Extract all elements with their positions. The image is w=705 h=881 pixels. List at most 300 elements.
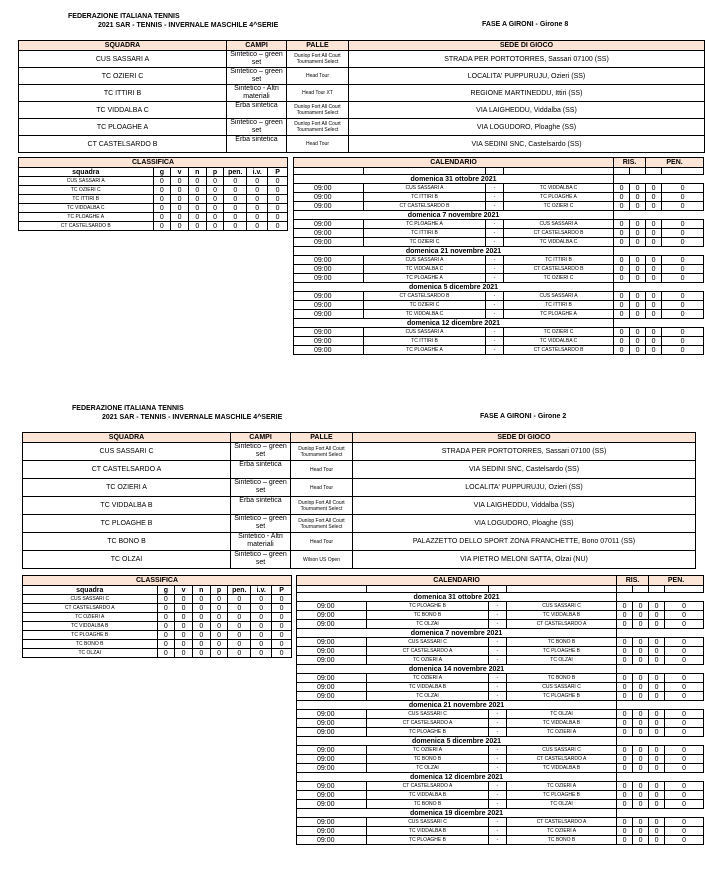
team-balls: Head Tour — [287, 68, 349, 85]
match-score: 0 — [646, 238, 662, 247]
match-row — [297, 692, 704, 701]
match-home-team: CUS SASSARI C — [367, 638, 489, 647]
match-time: 09:00 — [294, 328, 364, 337]
standings-value: 0 — [206, 204, 224, 213]
standings-value: 0 — [157, 613, 175, 622]
match-separator: - — [489, 755, 507, 764]
results-title: RIS. — [614, 158, 646, 168]
standings-value: 0 — [268, 204, 288, 213]
standings-value: 0 — [171, 177, 189, 186]
match-score: 0 — [630, 265, 646, 274]
match-score: 0 — [630, 310, 646, 319]
standings-value: 0 — [153, 213, 171, 222]
match-time: 09:00 — [294, 292, 364, 301]
match-score: 0 — [630, 301, 646, 310]
match-score: 0 — [630, 256, 646, 265]
match-score: 0 — [617, 827, 633, 836]
match-score: 0 — [633, 656, 649, 665]
match-score: 0 — [665, 683, 704, 692]
match-away-team: TC BONO B — [507, 836, 617, 845]
competition-title: 2021 SAR - TENNIS - INVERNALE MASCHILE 4^SERIE — [98, 22, 279, 29]
match-row — [294, 274, 704, 283]
match-score: 0 — [665, 728, 704, 737]
match-away-team: CUS SASSARI A — [504, 292, 614, 301]
match-away-team: TC VIDDALBA B — [507, 611, 617, 620]
standings-row — [23, 622, 292, 631]
match-row — [297, 656, 704, 665]
round-date: domenica 31 ottobre 2021 — [297, 593, 617, 602]
match-score: 0 — [614, 274, 630, 283]
standings-value: 0 — [272, 622, 292, 631]
standings-value: 0 — [157, 622, 175, 631]
match-time: 09:00 — [294, 301, 364, 310]
calendar-title-row — [297, 576, 704, 586]
team-court: Sintetico – green set — [231, 515, 291, 533]
federation-name: FEDERAZIONE ITALIANA TENNIS — [68, 13, 180, 20]
match-score: 0 — [614, 310, 630, 319]
standings-team: CT CASTELSARDO B — [19, 222, 154, 231]
teams-col-header: PALLE — [287, 41, 349, 51]
round-date-row — [294, 247, 704, 256]
standings-row — [23, 640, 292, 649]
round-date-row — [294, 319, 704, 328]
match-score: 0 — [633, 674, 649, 683]
standings-value: 0 — [192, 649, 210, 658]
standings-row — [19, 213, 288, 222]
match-row — [294, 256, 704, 265]
match-separator: - — [489, 791, 507, 800]
match-score: 0 — [630, 202, 646, 211]
match-time: 09:00 — [294, 265, 364, 274]
standings-team: CUS SASSARI A — [19, 177, 154, 186]
standings-col-header: p — [206, 168, 224, 177]
round-date-blank — [614, 319, 704, 328]
standings-header-row — [23, 586, 292, 595]
match-separator: - — [486, 310, 504, 319]
standings-table — [18, 157, 288, 231]
match-score: 0 — [630, 184, 646, 193]
match-home-team: CUS SASSARI C — [367, 818, 489, 827]
match-separator: - — [486, 229, 504, 238]
match-home-team: TC VIDDALBA B — [367, 791, 489, 800]
match-score: 0 — [630, 346, 646, 355]
calendar-subheader-cell — [617, 586, 633, 593]
calendar-subheader-cell — [665, 586, 704, 593]
teams-col-header: CAMPI — [231, 433, 291, 443]
match-away-team: TC OLZAI — [507, 656, 617, 665]
standings-value: 0 — [251, 595, 272, 604]
match-row — [294, 238, 704, 247]
match-row — [294, 265, 704, 274]
teams-table — [22, 432, 696, 569]
standings-col-header: v — [175, 586, 193, 595]
match-score: 0 — [649, 755, 665, 764]
match-score: 0 — [630, 193, 646, 202]
standings-value: 0 — [175, 631, 193, 640]
match-score: 0 — [649, 620, 665, 629]
round-date-blank — [614, 283, 704, 292]
match-home-team: TC ITTIRI B — [364, 337, 486, 346]
match-score: 0 — [662, 265, 704, 274]
standings-team: TC OZIERI C — [19, 186, 154, 195]
match-score: 0 — [649, 683, 665, 692]
match-score: 0 — [630, 292, 646, 301]
round-date-row — [297, 701, 704, 710]
match-home-team: TC OZIERI C — [364, 301, 486, 310]
match-home-team: TC OZIERI A — [367, 656, 489, 665]
match-separator: - — [486, 193, 504, 202]
standings-value: 0 — [251, 622, 272, 631]
standings-col-header: squadra — [19, 168, 154, 177]
match-score: 0 — [665, 827, 704, 836]
standings-title: CLASSIFICA — [23, 576, 292, 586]
standings-team: TC OLZAI — [23, 649, 158, 658]
team-name: TC VIDDALBA C — [19, 102, 227, 119]
match-score: 0 — [649, 602, 665, 611]
match-score: 0 — [646, 265, 662, 274]
match-score: 0 — [649, 674, 665, 683]
match-home-team: TC OLZAI — [367, 764, 489, 773]
match-score: 0 — [630, 274, 646, 283]
standings-title-row — [23, 576, 292, 586]
round-date-row — [297, 593, 704, 602]
match-score: 0 — [617, 602, 633, 611]
team-row — [23, 443, 696, 461]
standings-value: 0 — [272, 631, 292, 640]
match-away-team: TC PLOAGHE B — [507, 791, 617, 800]
calendar-subheader-cell — [633, 586, 649, 593]
match-separator: - — [489, 683, 507, 692]
match-time: 09:00 — [297, 620, 367, 629]
round-date-row — [297, 629, 704, 638]
standings-col-header: P — [272, 586, 292, 595]
match-score: 0 — [633, 782, 649, 791]
match-separator: - — [489, 836, 507, 845]
match-score: 0 — [633, 836, 649, 845]
standings-value: 0 — [153, 177, 171, 186]
round-date-blank — [617, 665, 704, 674]
match-separator: - — [489, 602, 507, 611]
match-separator: - — [486, 328, 504, 337]
standings-team: TC PLOAGHE A — [19, 213, 154, 222]
match-home-team: TC VIDDALBA B — [367, 683, 489, 692]
match-time: 09:00 — [297, 638, 367, 647]
match-score: 0 — [614, 193, 630, 202]
match-row — [297, 836, 704, 845]
match-home-team: TC BONO B — [367, 611, 489, 620]
round-date: domenica 12 dicembre 2021 — [294, 319, 614, 328]
team-name: TC OZIERI C — [19, 68, 227, 85]
match-score: 0 — [649, 710, 665, 719]
match-separator: - — [489, 710, 507, 719]
standings-team: TC PLOAGHE B — [23, 631, 158, 640]
standings-team: TC VIDDALBA B — [23, 622, 158, 631]
match-separator: - — [489, 728, 507, 737]
standings-value: 0 — [192, 631, 210, 640]
match-away-team: TC BONO B — [507, 674, 617, 683]
match-row — [297, 620, 704, 629]
match-home-team: TC PLOAGHE A — [364, 274, 486, 283]
match-time: 09:00 — [297, 710, 367, 719]
standings-value: 0 — [224, 195, 247, 204]
round-date: domenica 7 novembre 2021 — [297, 629, 617, 638]
standings-value: 0 — [251, 604, 272, 613]
team-venue: PALAZZETTO DELLO SPORT ZONA FRANCHETTE, Bono 07011 (SS) — [353, 533, 696, 551]
match-score: 0 — [617, 836, 633, 845]
standings-col-header: squadra — [23, 586, 158, 595]
match-score: 0 — [662, 328, 704, 337]
match-row — [297, 791, 704, 800]
match-score: 0 — [665, 647, 704, 656]
match-away-team: TC BONO B — [507, 638, 617, 647]
standings-title: CLASSIFICA — [19, 158, 288, 168]
match-away-team: TC ITTIRI B — [504, 301, 614, 310]
match-away-team: TC OZIERI A — [507, 827, 617, 836]
match-score: 0 — [617, 620, 633, 629]
teams-header-row — [23, 433, 696, 443]
match-row — [297, 800, 704, 809]
team-row — [23, 497, 696, 515]
match-score: 0 — [633, 602, 649, 611]
match-home-team: TC PLOAGHE B — [367, 602, 489, 611]
match-away-team: TC OZIERI C — [504, 328, 614, 337]
match-time: 09:00 — [294, 346, 364, 355]
match-score: 0 — [617, 638, 633, 647]
match-score: 0 — [665, 818, 704, 827]
match-home-team: CUS SASSARI A — [364, 256, 486, 265]
match-score: 0 — [665, 764, 704, 773]
match-score: 0 — [633, 710, 649, 719]
round-date-blank — [614, 247, 704, 256]
team-row — [19, 119, 705, 136]
standings-value: 0 — [228, 622, 251, 631]
team-venue: LOCALITA' PUPPURUJU, Ozieri (SS) — [349, 68, 705, 85]
match-separator: - — [489, 782, 507, 791]
teams-col-header: PALLE — [291, 433, 353, 443]
standings-value: 0 — [157, 604, 175, 613]
match-score: 0 — [665, 611, 704, 620]
calendar-subheader-cell — [486, 168, 504, 175]
match-home-team: TC OLZAI — [367, 620, 489, 629]
match-time: 09:00 — [297, 647, 367, 656]
match-time: 09:00 — [294, 256, 364, 265]
team-row — [19, 136, 705, 153]
match-separator: - — [489, 764, 507, 773]
round-date-row — [297, 737, 704, 746]
team-name: TC VIDDALBA B — [23, 497, 231, 515]
standings-value: 0 — [247, 177, 268, 186]
match-score: 0 — [649, 836, 665, 845]
match-row — [297, 782, 704, 791]
calendar-title: CALENDARIO — [294, 158, 614, 168]
standings-row — [23, 604, 292, 613]
match-away-team: CUS SASSARI C — [507, 602, 617, 611]
standings-team: CUS SASSARI C — [23, 595, 158, 604]
match-away-team: CT CASTELSARDO B — [504, 229, 614, 238]
teams-col-header: SQUADRA — [19, 41, 227, 51]
standings-value: 0 — [188, 177, 206, 186]
match-score: 0 — [665, 692, 704, 701]
standings-value: 0 — [210, 604, 228, 613]
match-score: 0 — [614, 184, 630, 193]
standings-col-header: g — [157, 586, 175, 595]
match-row — [294, 328, 704, 337]
standings-value: 0 — [228, 640, 251, 649]
match-row — [294, 229, 704, 238]
match-away-team: TC PLOAGHE A — [504, 310, 614, 319]
match-time: 09:00 — [294, 184, 364, 193]
match-score: 0 — [662, 292, 704, 301]
match-away-team: TC ITTIRI B — [504, 256, 614, 265]
match-score: 0 — [662, 238, 704, 247]
match-score: 0 — [633, 755, 649, 764]
match-row — [297, 827, 704, 836]
standings-value: 0 — [228, 649, 251, 658]
round-date: domenica 14 novembre 2021 — [297, 665, 617, 674]
match-score: 0 — [662, 310, 704, 319]
standings-row — [19, 177, 288, 186]
standings-value: 0 — [210, 595, 228, 604]
team-row — [19, 102, 705, 119]
team-balls: Head Tour — [287, 136, 349, 153]
match-score: 0 — [646, 220, 662, 229]
match-score: 0 — [633, 719, 649, 728]
match-row — [297, 611, 704, 620]
team-balls: Dunlop Fort All Court Tournament Select — [291, 515, 353, 533]
calendar-table — [293, 157, 704, 355]
standings-value: 0 — [175, 640, 193, 649]
match-score: 0 — [633, 827, 649, 836]
match-score: 0 — [614, 265, 630, 274]
match-time: 09:00 — [294, 202, 364, 211]
standings-value: 0 — [247, 222, 268, 231]
standings-value: 0 — [228, 604, 251, 613]
match-score: 0 — [633, 683, 649, 692]
standings-value: 0 — [272, 649, 292, 658]
phase-title: FASE A GIRONI - Girone 2 — [480, 413, 567, 420]
match-score: 0 — [630, 337, 646, 346]
match-home-team: TC OZIERI A — [367, 746, 489, 755]
standings-value: 0 — [206, 213, 224, 222]
standings-value: 0 — [192, 622, 210, 631]
match-row — [297, 818, 704, 827]
match-away-team: CUS SASSARI C — [507, 746, 617, 755]
standings-col-header: pen. — [224, 168, 247, 177]
match-score: 0 — [617, 692, 633, 701]
match-row — [297, 719, 704, 728]
team-court: Sintetico – green set — [231, 443, 291, 461]
group-header — [68, 12, 278, 30]
match-score: 0 — [649, 746, 665, 755]
match-score: 0 — [646, 193, 662, 202]
calendar-subheader-cell — [489, 586, 507, 593]
standings-value: 0 — [171, 204, 189, 213]
standings-value: 0 — [175, 604, 193, 613]
standings-value: 0 — [268, 177, 288, 186]
match-score: 0 — [649, 827, 665, 836]
match-away-team: TC PLOAGHE B — [507, 692, 617, 701]
team-court: Sintetico – green set — [231, 479, 291, 497]
standings-value: 0 — [153, 222, 171, 231]
match-score: 0 — [633, 728, 649, 737]
match-score: 0 — [630, 229, 646, 238]
standings-value: 0 — [272, 613, 292, 622]
penalty-title: PEN. — [646, 158, 704, 168]
team-venue: REGIONE MARTINEDDU, Ittiri (SS) — [349, 85, 705, 102]
team-row — [23, 551, 696, 569]
match-score: 0 — [665, 746, 704, 755]
standings-value: 0 — [153, 204, 171, 213]
match-time: 09:00 — [297, 602, 367, 611]
match-time: 09:00 — [297, 674, 367, 683]
standings-value: 0 — [210, 631, 228, 640]
match-time: 09:00 — [297, 764, 367, 773]
results-title: RIS. — [617, 576, 649, 586]
match-score: 0 — [649, 800, 665, 809]
match-score: 0 — [614, 328, 630, 337]
round-date-blank — [614, 211, 704, 220]
match-away-team: TC VIDDALBA B — [507, 764, 617, 773]
match-separator: - — [489, 647, 507, 656]
match-time: 09:00 — [297, 728, 367, 737]
match-score: 0 — [633, 638, 649, 647]
match-row — [297, 638, 704, 647]
team-venue: VIA LAIGHEDDU, Viddalba (SS) — [349, 102, 705, 119]
match-time: 09:00 — [297, 656, 367, 665]
round-date: domenica 21 novembre 2021 — [297, 701, 617, 710]
match-home-team: TC PLOAGHE A — [364, 346, 486, 355]
standings-col-header: i.v. — [251, 586, 272, 595]
standings-value: 0 — [247, 204, 268, 213]
standings-col-header: i.v. — [247, 168, 268, 177]
match-away-team: TC VIDDALBA C — [504, 337, 614, 346]
standings-value: 0 — [206, 195, 224, 204]
round-date-row — [294, 283, 704, 292]
match-score: 0 — [662, 220, 704, 229]
match-score: 0 — [633, 800, 649, 809]
round-date: domenica 31 ottobre 2021 — [294, 175, 614, 184]
match-away-team: TC PLOAGHE B — [507, 647, 617, 656]
match-score: 0 — [646, 292, 662, 301]
standings-value: 0 — [171, 195, 189, 204]
match-time: 09:00 — [294, 220, 364, 229]
match-score: 0 — [617, 746, 633, 755]
penalty-title: PEN. — [649, 576, 704, 586]
match-score: 0 — [617, 755, 633, 764]
match-away-team: CT CASTELSARDO A — [507, 755, 617, 764]
round-date-blank — [617, 809, 704, 818]
standings-value: 0 — [268, 222, 288, 231]
team-name: TC PLOAGHE A — [19, 119, 227, 136]
standings-title-row — [19, 158, 288, 168]
team-balls: Dunlop Fort All Court Tournament Select — [291, 497, 353, 515]
match-score: 0 — [649, 719, 665, 728]
calendar-subheader-cell — [367, 586, 489, 593]
standings-table — [22, 575, 292, 658]
standings-value: 0 — [175, 595, 193, 604]
standings-value: 0 — [272, 604, 292, 613]
match-score: 0 — [614, 238, 630, 247]
standings-value: 0 — [188, 213, 206, 222]
standings-value: 0 — [224, 186, 247, 195]
standings-value: 0 — [210, 613, 228, 622]
round-date-blank — [617, 701, 704, 710]
standings-value: 0 — [247, 213, 268, 222]
match-score: 0 — [646, 301, 662, 310]
match-home-team: CT CASTELSARDO B — [364, 202, 486, 211]
standings-value: 0 — [188, 222, 206, 231]
round-date-blank — [617, 593, 704, 602]
